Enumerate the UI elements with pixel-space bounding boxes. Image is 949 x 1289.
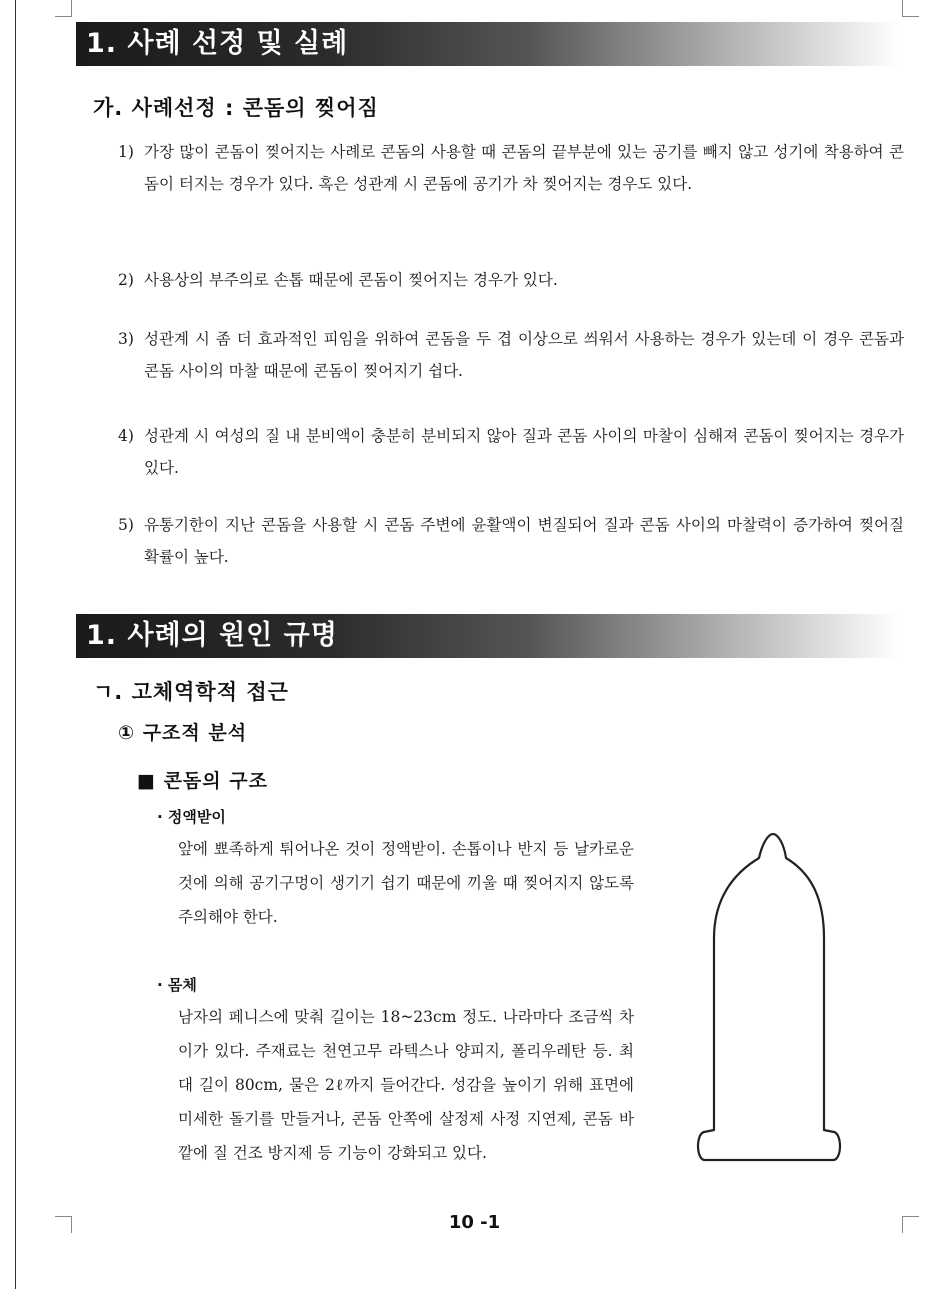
case-item-4 xyxy=(118,420,904,484)
page-number: 10 -1 xyxy=(448,1212,501,1233)
case-item-text: 가장 많이 콘돔이 찢어지는 사례로 콘돔의 사용할 때 콘돔의 끝부분에 있는 공기를 빼지 않고 성기에 착용하여 콘돔이 터지는 경우가 있다. 혹은 성관계 시 콘돔에 공기가 차 찢어지는 경우도 있다. xyxy=(144,143,904,193)
part-label-reservoir: · 정액받이 xyxy=(157,808,226,826)
part-text-reservoir: 앞에 뾰족하게 튀어나온 것이 정액받이. 손톱이나 반지 등 날카로운 것에 의해 공기구멍이 생기기 쉽기 때문에 끼울 때 찢어지지 않도록 주의해야 한다. xyxy=(178,840,634,926)
case-item-number: 2) xyxy=(118,271,134,289)
case-item-5 xyxy=(118,509,904,573)
page-left-edge xyxy=(15,0,16,1289)
analysis-heading: ① 구조적 분석 xyxy=(118,722,248,744)
case-item-text: 성관계 시 좀 더 효과적인 피임을 위하여 콘돔을 두 겹 이상으로 씌워서 사용하는 경우가 있는데 이 경우 콘돔과 콘돔 사이의 마찰 때문에 콘돔이 찢어지기 쉽다. xyxy=(144,330,904,380)
case-item-number: 4) xyxy=(118,427,134,445)
structure-heading: ■ 콘돔의 구조 xyxy=(137,770,268,792)
section-1-subheading: 가. 사례선정 : 콘돔의 찢어짐 xyxy=(93,96,379,120)
case-item-text: 유통기한이 지난 콘돔을 사용할 시 콘돔 주변에 윤활액이 변질되어 질과 콘돔 사이의 마찰력이 증가하여 찢어질 확률이 높다. xyxy=(144,516,904,566)
margin-mark-top-right xyxy=(902,0,919,17)
condom-outline-icon xyxy=(694,828,844,1188)
part-label-body: · 몸체 xyxy=(157,976,197,994)
case-item-2 xyxy=(118,264,904,296)
section-1-banner: 1. 사례 선정 및 실례 xyxy=(76,22,900,66)
case-item-number: 1) xyxy=(118,143,134,161)
part-text-body: 남자의 페니스에 맞춰 길이는 18~23cm 정도. 나라마다 조금씩 차이가 있다. 주재료는 천연고무 라텍스나 양피지, 폴리우레탄 등. 최대 길이 80cm, 물은 2ℓ까지 들어간다. 성감을 높이기 위해 표면에 미세한 돌기를 만들거나, 콘돔 안쪽에 살정제 사정 지연제, 콘돔 바깥에 질 건조 방지제 등 기능이 강화되고 있다. xyxy=(178,1008,634,1162)
section-2-subheading: ㄱ. 고체역학적 접근 xyxy=(93,680,289,704)
case-item-1 xyxy=(118,136,904,200)
section-2-banner: 1. 사례의 원인 규명 xyxy=(76,614,900,658)
case-item-3 xyxy=(118,323,904,387)
case-item-number: 5) xyxy=(118,516,134,534)
margin-mark-top-left xyxy=(55,0,72,17)
case-item-text: 사용상의 부주의로 손톱 때문에 콘돔이 찢어지는 경우가 있다. xyxy=(144,271,558,289)
case-item-number: 3) xyxy=(118,330,134,348)
case-item-text: 성관계 시 여성의 질 내 분비액이 충분히 분비되지 않아 질과 콘돔 사이의 마찰이 심해져 콘돔이 찢어지는 경우가 있다. xyxy=(144,427,904,477)
